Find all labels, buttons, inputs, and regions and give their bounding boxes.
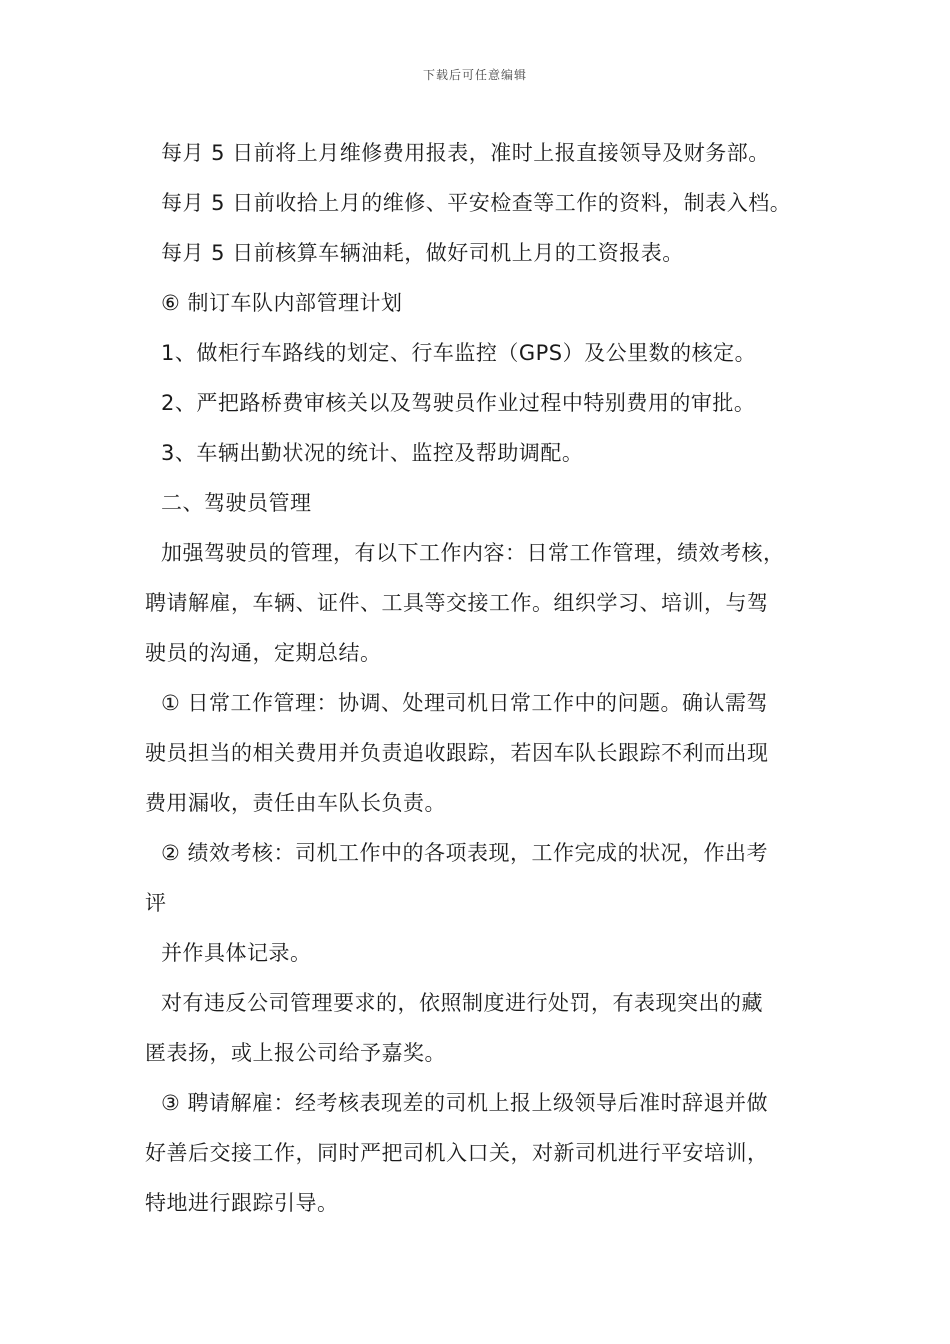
- text-line: 匿表扬，或上报公司给予嘉奖。: [145, 1041, 446, 1065]
- text-line: 2、严把路桥费审核关以及驾驶员作业过程中特别费用的审批。: [161, 391, 756, 415]
- text-line: 3、车辆出勤状况的统计、监控及帮助调配。: [161, 441, 584, 465]
- text-line: 每月 5 日前收拾上月的维修、平安检查等工作的资料，制表入档。: [161, 191, 792, 215]
- text-line: 每月 5 日前将上月维修费用报表，准时上报直接领导及财务部。: [161, 141, 770, 165]
- text-line: 驶员担当的相关费用并负责追收跟踪，若因车队长跟踪不利而出现: [145, 741, 769, 765]
- document-body: [145, 128, 825, 1228]
- text-line: 并作具体记录。: [161, 941, 312, 965]
- text-line: 评: [145, 891, 167, 915]
- text-line: 每月 5 日前核算车辆油耗，做好司机上月的工资报表。: [161, 241, 684, 265]
- text-line: 对有违反公司管理要求的，依照制度进行处罚，有表现突出的藏: [161, 991, 763, 1015]
- text-line: 二、驾驶员管理: [161, 491, 312, 515]
- text-line: ① 日常工作管理：协调、处理司机日常工作中的问题。确认需驾: [161, 691, 768, 715]
- text-line: 驶员的沟通，定期总结。: [145, 641, 382, 665]
- text-line: 费用漏收，责任由车队长负责。: [145, 791, 446, 815]
- text-line: 1、做柜行车路线的划定、行车监控（GPS）及公里数的核定。: [161, 341, 757, 365]
- text-line: ⑥ 制订车队内部管理计划: [161, 291, 403, 315]
- page-header: 下载后可任意编辑: [422, 68, 527, 82]
- text-line: 特地进行跟踪引导。: [145, 1191, 339, 1215]
- text-line: ② 绩效考核：司机工作中的各项表现，工作完成的状况，作出考: [161, 841, 768, 865]
- text-line: 好善后交接工作，同时严把司机入口关，对新司机进行平安培训，: [145, 1141, 769, 1165]
- text-line: 聘请解雇，车辆、证件、工具等交接工作。组织学习、培训，与驾: [145, 591, 769, 615]
- text-line: ③ 聘请解雇：经考核表现差的司机上报上级领导后准时辞退并做: [161, 1091, 768, 1115]
- text-line: 加强驾驶员的管理，有以下工作内容：日常工作管理，绩效考核，: [161, 541, 785, 565]
